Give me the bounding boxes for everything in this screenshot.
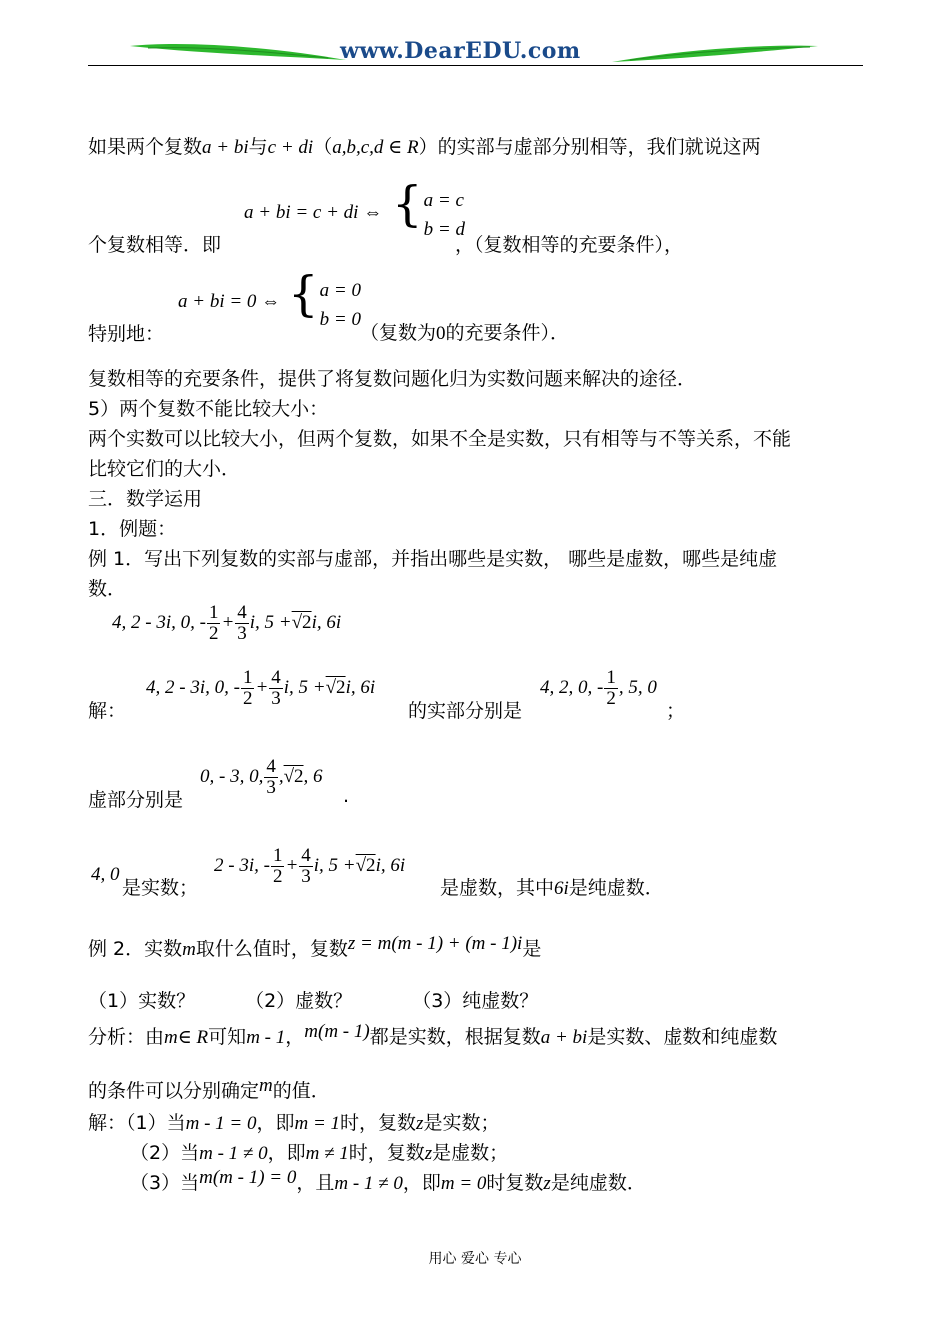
system-row-2: b = 0 bbox=[319, 308, 361, 330]
math-seg: + bbox=[285, 854, 299, 876]
frac-den: 3 bbox=[301, 865, 311, 887]
real-label: 是实数； bbox=[122, 877, 199, 899]
header-leaf-left bbox=[128, 38, 348, 68]
math-sqrt: √2 bbox=[355, 854, 376, 876]
frac-num: 4 bbox=[266, 756, 276, 777]
math-seg: i, 6i bbox=[345, 676, 376, 698]
math-seg: i, 5 + bbox=[313, 854, 356, 876]
math-seg: 4, 2 - 3i, 0, - bbox=[146, 676, 240, 698]
math-z: z bbox=[543, 1173, 551, 1194]
text: 时，复数 bbox=[348, 1142, 425, 1164]
text: （3）当 bbox=[130, 1172, 200, 1194]
text: 是虚数，其中 bbox=[440, 877, 555, 899]
analysis-line-2 bbox=[88, 1076, 330, 1103]
frac-den: 2 bbox=[272, 865, 283, 887]
solution-step-1 bbox=[88, 1108, 499, 1135]
paragraph-equivalence: 复数相等的充要条件，提供了将复数问题化归为实数问题来解决的途径． bbox=[88, 368, 697, 390]
definition-line-2-text: 个复数相等．即 bbox=[88, 234, 222, 256]
math-seg: 4, 2, 0, - bbox=[540, 676, 604, 698]
frac-num: 1 bbox=[208, 602, 219, 623]
paragraph-compare-body-1: 两个实数可以比较大小，但两个复数，如果不全是实数，只有相等与不等关系，不能 bbox=[88, 428, 792, 450]
text: 是虚数； bbox=[432, 1142, 509, 1164]
frac-num: 4 bbox=[271, 667, 281, 688]
definition-line-1 bbox=[88, 132, 761, 159]
text: （复数为 bbox=[360, 322, 437, 344]
math-seg: + bbox=[221, 611, 235, 633]
math-z: z bbox=[416, 1113, 424, 1134]
math-seg: i, 5 + bbox=[249, 611, 292, 633]
math: m - 1 ≠ 0 bbox=[334, 1173, 403, 1194]
question-imaginary: （2）虚数？ bbox=[245, 990, 353, 1012]
text: 取什么值时，复数 bbox=[195, 938, 348, 960]
math: m = 1 bbox=[294, 1113, 341, 1134]
math-sqrt: √2 bbox=[325, 676, 346, 698]
math-seg: i, 6i bbox=[311, 611, 342, 633]
brace: { bbox=[288, 266, 319, 322]
paragraph-compare-body-2: 比较它们的大小． bbox=[88, 458, 241, 480]
math-seg: 0, - 3, 0, bbox=[200, 765, 264, 787]
math: m - 1 = 0 bbox=[185, 1113, 257, 1134]
text: 是纯虚数． bbox=[550, 1172, 646, 1194]
brace: { bbox=[392, 176, 423, 232]
math-c-di: c + di bbox=[267, 137, 314, 158]
frac-num: 1 bbox=[242, 667, 253, 688]
text: 都是实数，根据复数 bbox=[369, 1026, 541, 1048]
section-heading: 三．数学运用 bbox=[88, 488, 203, 510]
solution-label: 解： bbox=[88, 700, 127, 722]
header-leaf-right bbox=[610, 40, 820, 68]
math-sqrt: √2 bbox=[291, 611, 312, 633]
math-m: m bbox=[182, 939, 196, 960]
text: 是实数、虚数和纯虚数 bbox=[587, 1026, 778, 1048]
math-seg: , bbox=[278, 765, 284, 787]
solution-step-3 bbox=[130, 1168, 646, 1195]
text: 是实数； bbox=[423, 1112, 500, 1134]
math-m: m bbox=[259, 1075, 273, 1096]
complex-list bbox=[112, 603, 341, 644]
text: 是 bbox=[522, 938, 542, 960]
text: 分析：由 bbox=[88, 1026, 165, 1048]
math-seg: + bbox=[255, 676, 269, 698]
zero-lhs: a + bi = 0 ⇔ bbox=[178, 291, 281, 312]
text: 的条件可以分别确定 bbox=[88, 1080, 260, 1102]
frac-den: 3 bbox=[237, 622, 247, 644]
math-a-bi: a + bi bbox=[202, 137, 249, 158]
question-list bbox=[88, 986, 538, 1013]
math-m-in-r: m∈ R bbox=[164, 1027, 209, 1048]
math: m - 1 ≠ 0 bbox=[199, 1143, 268, 1164]
frac-num: 4 bbox=[301, 845, 311, 866]
text: 解：（1）当 bbox=[88, 1112, 186, 1134]
header-rule bbox=[88, 65, 863, 66]
math-a-bi: a + bi bbox=[540, 1027, 588, 1048]
subsection-heading: 1．例题： bbox=[88, 518, 177, 540]
text: ）的实部与虚部分别相等，我们就说这两 bbox=[418, 136, 761, 158]
math-m-m-1: m(m - 1) bbox=[304, 1021, 370, 1042]
real-numbers: 4, 0 bbox=[91, 864, 120, 885]
text: 可知 bbox=[208, 1026, 247, 1048]
frac-num: 4 bbox=[237, 602, 247, 623]
text: ， bbox=[285, 1026, 305, 1048]
frac-den: 2 bbox=[606, 687, 616, 709]
text: ，即 bbox=[267, 1142, 306, 1164]
text: 如果两个复数 bbox=[88, 136, 203, 158]
solution-step-2 bbox=[130, 1138, 508, 1165]
site-logo: www.DearEDU.com bbox=[340, 38, 581, 64]
equality-lhs: a + bi = c + di ⇔ bbox=[244, 202, 383, 223]
math-seg: , 5, 0 bbox=[618, 676, 657, 698]
math-seg: 4, 2 - 3i, 0, - bbox=[112, 611, 206, 633]
zero-note bbox=[360, 318, 569, 345]
page-footer: 用心 爱心 专心 bbox=[428, 1251, 522, 1267]
math-m-1: m - 1 bbox=[246, 1027, 286, 1048]
text: 时，复数 bbox=[340, 1112, 417, 1134]
text: ，即 bbox=[402, 1172, 441, 1194]
system-row-2: b = d bbox=[423, 218, 465, 240]
text: 例 2．实数 bbox=[88, 938, 183, 960]
example-2-line bbox=[88, 934, 541, 961]
real-parts-label: 的实部分别是 bbox=[408, 700, 523, 722]
equality-note: ，（复数相等的充要条件）， bbox=[455, 234, 684, 256]
text: 时复数 bbox=[486, 1172, 544, 1194]
math-z: z bbox=[424, 1143, 433, 1164]
math: m ≠ 1 bbox=[305, 1143, 349, 1164]
math-seg: i, 6i bbox=[375, 854, 406, 876]
math-6i: 6i bbox=[554, 878, 569, 899]
system-row-1: a = c bbox=[423, 190, 464, 211]
text: 的值． bbox=[272, 1080, 330, 1102]
math-zero: 0 bbox=[436, 323, 446, 344]
imag-parts-values bbox=[200, 757, 323, 798]
math-sqrt: √2 bbox=[283, 765, 304, 787]
zero-system bbox=[288, 266, 361, 334]
question-pure-imaginary: （3）纯虚数？ bbox=[412, 990, 539, 1012]
math-set: a,b,c,d ∈ R bbox=[332, 137, 419, 158]
real-parts-values bbox=[540, 668, 657, 709]
math-seg: i, 5 + bbox=[283, 676, 326, 698]
frac-num: 1 bbox=[272, 845, 283, 866]
text: 的充要条件）． bbox=[445, 322, 570, 344]
text: ，即 bbox=[256, 1112, 295, 1134]
frac-den: 3 bbox=[271, 687, 281, 709]
frac-den: 2 bbox=[242, 687, 253, 709]
imag-parts-end: . bbox=[343, 785, 350, 807]
math: m(m - 1) = 0 bbox=[199, 1167, 297, 1188]
frac-den: 2 bbox=[208, 622, 219, 644]
example-1-line-1: 例 1．写出下列复数的实部与虚部，并指出哪些是实数， 哪些是虚数，哪些是纯虚 bbox=[88, 548, 778, 570]
question-real: （1）实数？ bbox=[88, 990, 196, 1012]
frac-num: 1 bbox=[606, 667, 616, 688]
solution-list bbox=[146, 668, 375, 709]
text: ，且 bbox=[296, 1172, 335, 1194]
imag-parts-label: 虚部分别是 bbox=[88, 789, 184, 811]
system-row-1: a = 0 bbox=[319, 280, 361, 301]
special-label: 特别地： bbox=[88, 323, 165, 345]
math-z: z = m(m - 1) + (m - 1)i bbox=[347, 933, 523, 954]
text: （ bbox=[313, 136, 333, 158]
text: 与 bbox=[248, 136, 268, 158]
text: （2）当 bbox=[130, 1142, 200, 1164]
math-seg: , 6 bbox=[303, 765, 323, 787]
imaginary-list bbox=[214, 846, 405, 887]
real-parts-end: ； bbox=[666, 700, 686, 722]
imaginary-label bbox=[440, 873, 664, 900]
example-1-line-2: 数． bbox=[88, 578, 127, 600]
analysis-line-1 bbox=[88, 1022, 777, 1049]
text: 是纯虚数． bbox=[568, 877, 664, 899]
math: m = 0 bbox=[440, 1173, 487, 1194]
frac-den: 3 bbox=[266, 776, 276, 798]
math-seg: 2 - 3i, - bbox=[214, 854, 270, 876]
paragraph-compare-title: 5）两个复数不能比较大小： bbox=[88, 398, 329, 420]
